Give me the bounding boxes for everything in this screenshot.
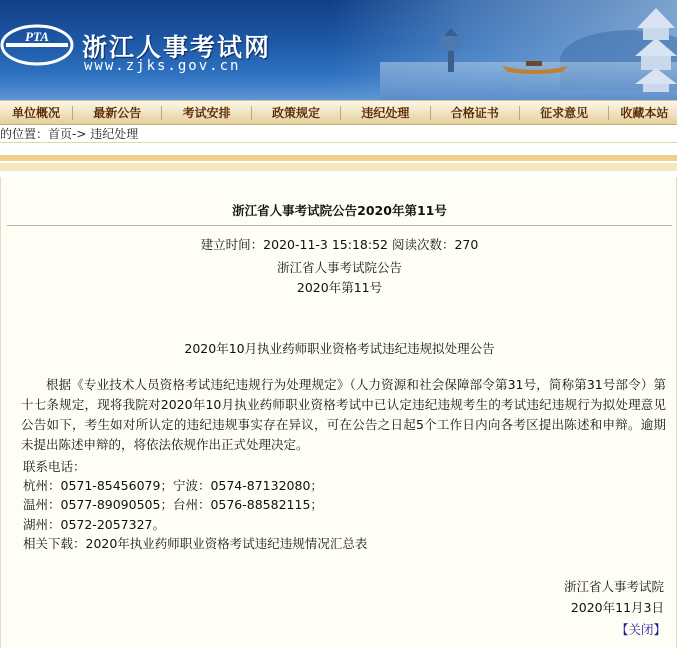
nav-item-feedback[interactable]: 征求意见	[540, 106, 589, 120]
breadcrumb-current-link[interactable]: 违纪处理	[90, 127, 139, 141]
article-meta: 建立时间：2020-11-3 15:18:52 阅读次数：270	[200, 237, 479, 252]
contact-line: 湖州：0572-2057327。	[23, 516, 165, 532]
nav-item-certificates[interactable]: 合格证书	[450, 106, 499, 120]
boat-icon	[500, 60, 570, 74]
contacts-label: 联系电话：	[23, 459, 86, 474]
breadcrumb-separator: ->	[72, 127, 87, 141]
main-nav	[0, 100, 677, 125]
nav-item-policies[interactable]: 政策规定	[271, 106, 320, 120]
nav-item-schedule[interactable]: 考试安排	[182, 106, 231, 120]
article-title: 浙江省人事考试院公告2020年第11号	[232, 203, 447, 218]
article-subject: 2020年10月执业药师职业资格考试违纪违规拟处理公告	[184, 341, 495, 356]
download-link[interactable]: 相关下载：2020年执业药师职业资格考试违纪违规情况汇总表	[23, 535, 368, 551]
article-issuer: 浙江省人事考试院公告	[276, 260, 402, 275]
pagoda-icon	[635, 8, 677, 92]
breadcrumb-home-link[interactable]: 首页	[48, 127, 73, 141]
contact-line: 杭州：0571-85456079；宁波：0574-87132080；	[23, 478, 323, 494]
nav-item-bookmark[interactable]: 收藏本站	[620, 106, 669, 120]
signature-date: 2020年11月3日	[570, 600, 664, 615]
breadcrumb	[0, 125, 677, 143]
stone-lantern-icon	[438, 28, 464, 72]
contact-line: 温州：0577-89090505；台州：0576-88582115；	[23, 497, 323, 513]
nav-item-about[interactable]: 单位概况	[11, 106, 60, 120]
contact-block	[23, 457, 663, 553]
decor-stripe	[0, 155, 677, 161]
nav-item-violations[interactable]: 违纪处理	[361, 106, 410, 120]
nav-item-announcements[interactable]: 最新公告	[93, 106, 142, 120]
article-body	[21, 375, 666, 455]
title-divider	[7, 225, 672, 226]
signature-org: 浙江省人事考试院	[563, 579, 664, 594]
site-url: www.zjks.gov.cn	[84, 58, 241, 74]
logo-text: PTA	[25, 29, 49, 44]
site-name: 浙江人事考试网	[82, 33, 272, 62]
article-doc-number: 2020年第11号	[296, 280, 383, 295]
breadcrumb-prefix: 的位置：	[0, 127, 49, 141]
pta-logo	[0, 24, 74, 66]
close-button[interactable]: 【关闭】	[615, 622, 666, 637]
site-banner	[0, 0, 677, 100]
decor-stripe	[0, 163, 677, 171]
article-panel	[0, 177, 677, 648]
body-paragraph: 根据《专业技术人员资格考试违纪违规行为处理规定》（人力资源和社会保障部令第31号，简称第31号部令）第十七条规定，现将我院对2020年10月执业药师职业资格考试中已认定违纪违规考生的考试违纪违规行为拟处理意见公告如下，考生如对所认定的违纪违规事实存在异议，可在公告之日起5个工作日内向各考区提出陈述和申辩。逾期未提出陈述申辩的，将依法依规作出正式处理决定。	[21, 377, 666, 452]
